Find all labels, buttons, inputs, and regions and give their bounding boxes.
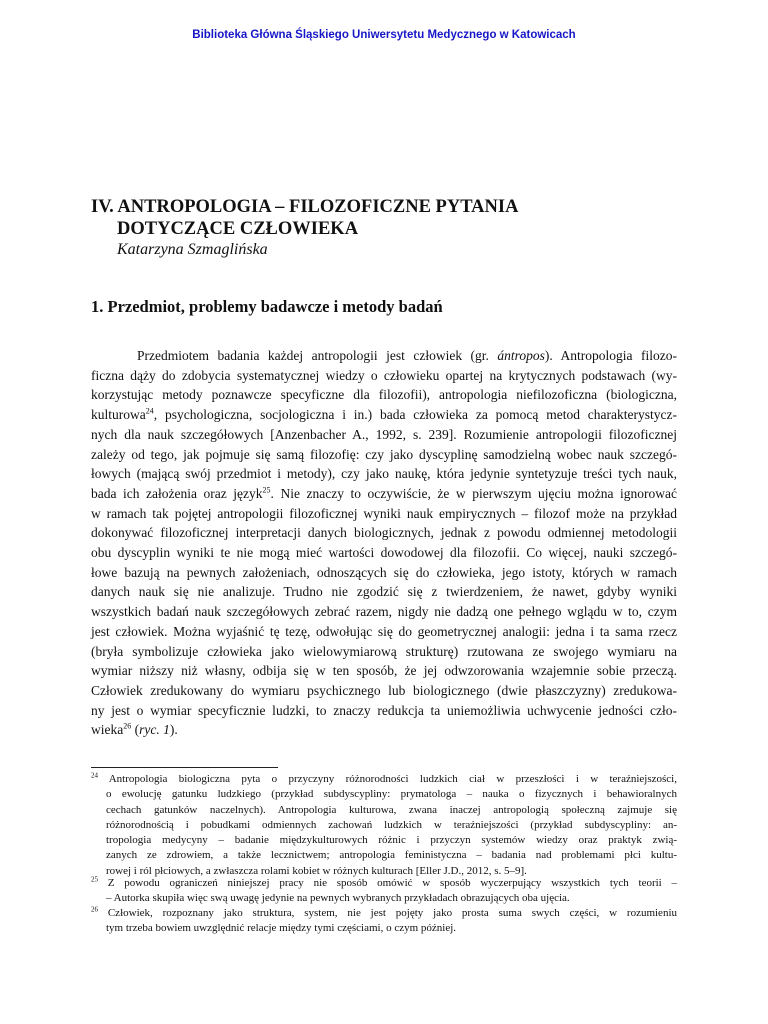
chapter-title-line-2: DOTYCZĄCE CZŁOWIEKA (117, 219, 359, 239)
footnote-line: rowej i ról płciowych, a zwłaszcza rolami kobiet w różnych kulturach [Eller J.D., 2012, s. 5–9]. (106, 864, 527, 877)
body-line: nych dla nauk szczegółowych [Anzenbacher A., 1992, s. 239]. Rozumienie antropologii filozoficznej (91, 426, 677, 442)
body-line: ficzna dąży do zdobycia systematycznej wiedzy o człowieku opartej na krytycznych podstawach (wy- (91, 367, 677, 383)
footnote-line: $^{24}$ Antropologia biologiczna pyta o przyczyny różnorodności ludzkich ciał w przeszłości i w teraźniejszości, (91, 771, 677, 785)
body-line: zależy od tego, jak pojmuje się samą filozofię: czy jako dyscyplinę samodzielną wobec nauk szczegó- (91, 446, 677, 462)
body-line: w ramach tak pojętej antropologii filozoficznej wyniki nauk empirycznych – filozof może na przykład (91, 505, 677, 521)
footnote-line: – Autorka skupiła więc swą uwagę jedynie na pewnych wybranych przykładach obrazujących oba ujęcia. (106, 892, 570, 905)
footnote-number: 26 (91, 905, 98, 914)
footnote-line: różnorodnością i pobudkami odmiennych zachowań ludzkich w teraźniejszości (przykład subdyscypliny: an- (106, 818, 677, 831)
greek-term: ántropos (497, 348, 545, 363)
body-line: korzystując metody poznawcze specyficzne dla filozofii), antropologia niefilozoficzna (biologiczna, (91, 387, 677, 403)
body-line: danych nauk się nie analizuje. Trudno nie zgodzić się z twierdzeniem, że nawet, gdyby wyniki (91, 584, 677, 600)
chapter-title-line-1: IV. ANTROPOLOGIA – FILOZOFICZNE PYTANIA (91, 197, 519, 217)
footnote-line: tym trzeba bowiem uwzględnić relacje między tymi częściami, o czym później. (106, 922, 457, 935)
footnote-separator (91, 767, 278, 768)
footnote-26 (91, 906, 677, 937)
footnote-ref-25[interactable]: 25 (262, 485, 271, 495)
body-line: bada ich założenia oraz język$^{25}$. Nie znaczy to oczywiście, że w pierwszym ujęciu można ignorować (91, 485, 677, 501)
body-line: wymiar niższy niż własny, odbija się w ten sposób, że jej odwzorowania wzajemnie sobie przeczą. (91, 663, 677, 679)
body-line: wszystkich badań nauk szczegółowych zebrać razem, nigdy nie dadzą one pełnego wglądu w to, czym (91, 604, 677, 620)
body-line: łowych (mającą swój przedmiot i metody), czy jako naukę, która jedynie syntetyzuje treści tych nauk, (91, 466, 677, 482)
footnote-line: $^{25}$ Z powodu ograniczeń niniejszej pracy nie sposób omówić w sposób wyczerpujący wszystkich tych teorii – (91, 875, 677, 889)
figure-ref[interactable]: ryc. 1 (139, 722, 170, 738)
body-line: obu dyscyplin wyniki te nie mogą mieć wartości dowodowej dla filozofii. Co więcej, nauki szczegó- (91, 545, 677, 561)
footnote-ref-26[interactable]: 26 (123, 721, 132, 731)
footnote-line: o ewolucję gatunku ludzkiego (przykład subdyscypliny: prymatologa – nauka o fizycznych i behawioralnych (106, 788, 677, 801)
footnote-number: 24 (91, 771, 98, 780)
body-line: łowe bazują na pewnych założeniach, odnoszących się do człowieka, jego istoty, których w ramach (91, 564, 677, 580)
footnote-25 (91, 876, 677, 907)
body-line: (bryła symbolizuje człowieka jako wielowymiarową strukturę) rzutowana ze swojego wymiaru na (91, 643, 677, 659)
footnote-line: tropologia medycyny – badanie międzykulturowych różnic i przyczyn systemów wiedzy oraz praktyk zwią- (106, 834, 677, 847)
body-line: ny jest o wymiar specyficznie ludzki, to znaczy redukcja ta uniemożliwia uchwycenie jedności czło- (91, 702, 677, 718)
body-line: dokonywać filozoficznej interpretacji danych biologicznych, jednak z powodu odmiennej metodologii (91, 525, 677, 541)
body-line: Przedmiotem badania każdej antropologii jest człowiek (gr. ántropos). Antropologia filozo- (137, 348, 677, 363)
body-line: wieka$^{26}$ (ryc. 1). (91, 721, 178, 738)
footnote-line: zanych ze zdrowiem, a także lecznictwem; antropologia feministyczna – badania nad problemami płci kultu- (106, 849, 677, 862)
footnote-line: $^{26}$ Człowiek, rozpoznany jako struktura, system, nie jest pojęty jako prosta suma swych części, w rozumieniu (91, 905, 677, 919)
library-header: Biblioteka Główna Śląskiego Uniwersytetu Medycznego w Katowicach (192, 29, 576, 41)
footnote-number: 25 (91, 875, 98, 884)
body-line: Człowiek zredukowany do wymiaru psychicznego lub biologicznego (dwie płaszczyzny) zredukowa- (91, 682, 677, 698)
chapter-author: Katarzyna Szmaglińska (117, 241, 268, 258)
body-line: jest człowiek. Można wyjaśnić tę tezę, odwołując się do geometrycznej analogii: jedna i ta sama rzecz (91, 623, 677, 639)
footnote-ref-24[interactable]: 24 (145, 406, 154, 416)
body-line: kulturowa$^{24}$, psychologiczna, socjologiczna i in.) bada człowieka za pomocą metod charakterystycz- (91, 406, 677, 423)
section-heading: 1. Przedmiot, problemy badawcze i metody badań (91, 297, 443, 316)
footnote-line: cechach gatunków naczelnych). Antropologia kulturowa, zwana inaczej antropologią społeczną zajmuje się (106, 803, 677, 816)
footnote-24 (91, 772, 677, 879)
chapter-title (91, 196, 711, 240)
body-paragraph (91, 346, 677, 740)
